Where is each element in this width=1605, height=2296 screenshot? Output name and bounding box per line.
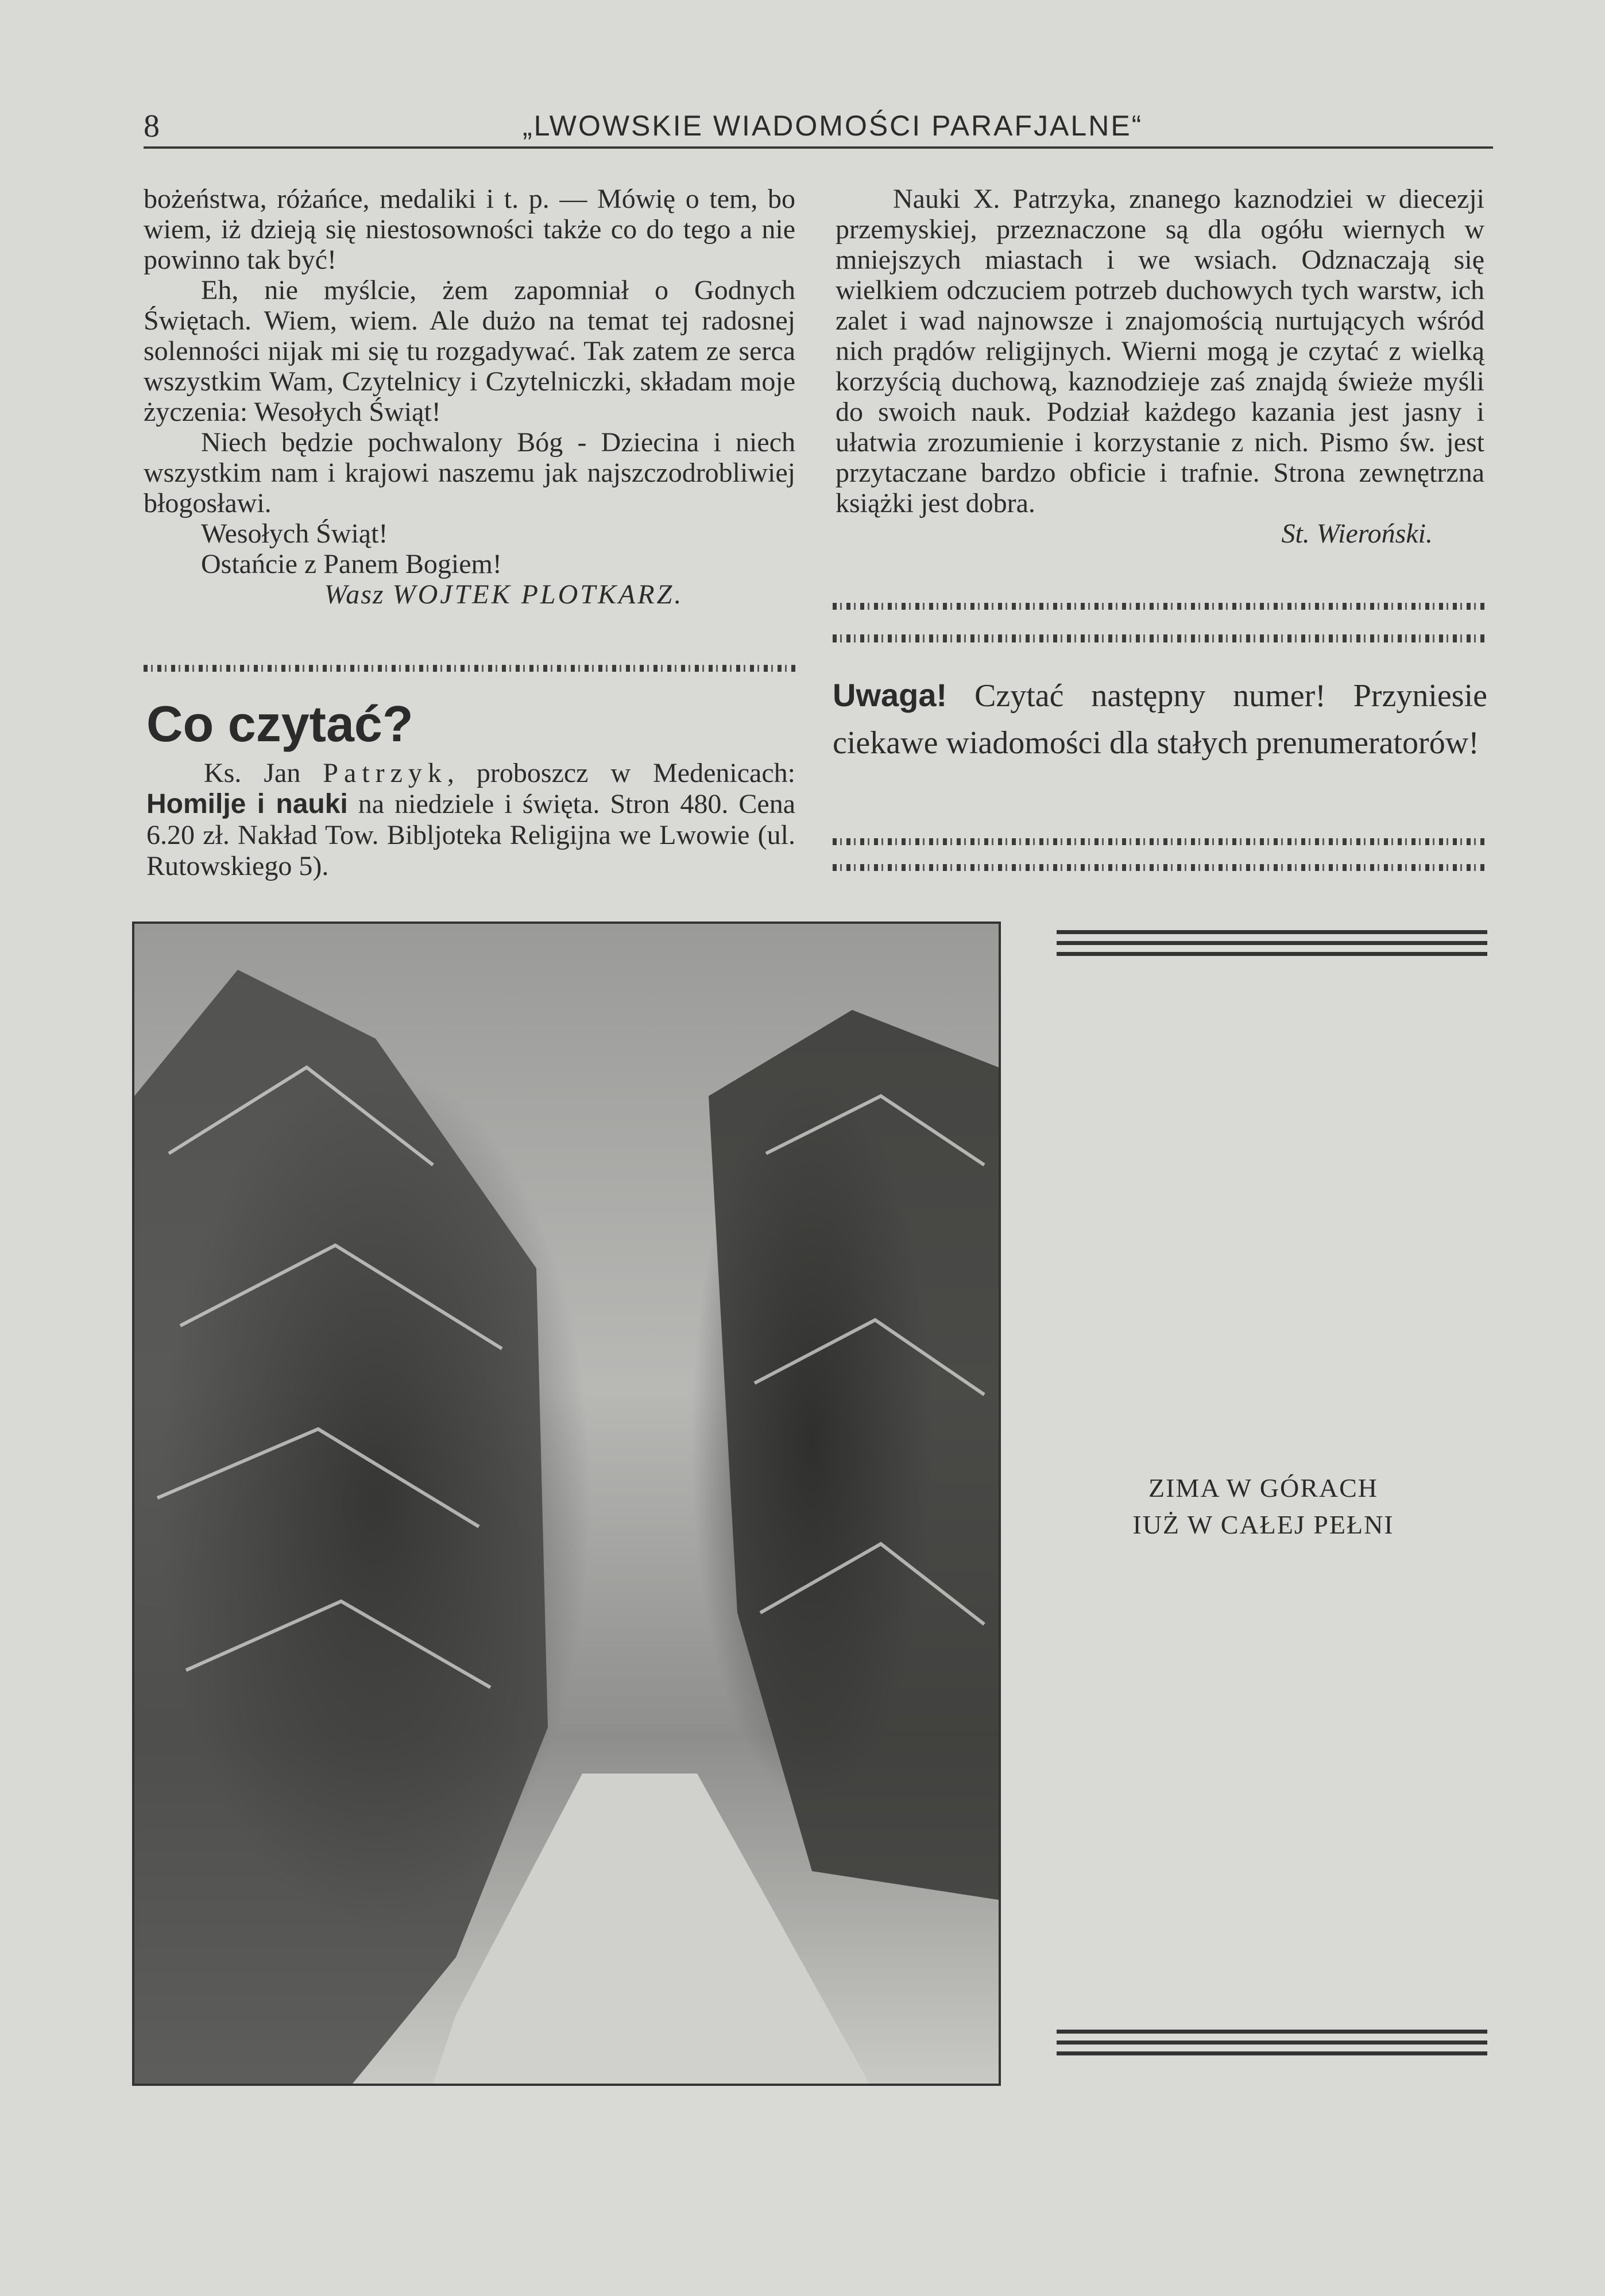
author-rest: , proboszcz w Medenicach:	[447, 758, 795, 788]
ornament-divider-right-1	[833, 603, 1487, 610]
rule-line	[1057, 2051, 1487, 2055]
page-header	[144, 103, 1493, 149]
left-paragraph-5: Ostańcie z Panem Bogiem!	[201, 549, 502, 579]
book-title: Homilje i nauki	[146, 789, 348, 819]
section-heading: Co czytać?	[146, 695, 413, 752]
book-listing	[146, 758, 795, 882]
notice-text	[833, 672, 1487, 766]
ornament-divider-left	[144, 665, 795, 672]
photo-caption	[1051, 1470, 1476, 1543]
author-prefix: Ks. Jan	[204, 758, 301, 788]
left-paragraph-1: bożeństwa, różańce, medaliki i t. p. — Mówię o tem, bo wiem, iż dzieją się niestosowności także co do tego a nie powinno tak być!	[144, 184, 795, 275]
left-paragraph-2: Eh, nie myślcie, żem zapomniał o Godnych Świętach. Wiem, wiem. Ale dużo na temat tej radosnej solenności nijak mi się tu rozgadywać. Tak zatem ze serca wszystkim Wam, Czytelnicy i Czytelniczki, składam moje życzenia: Wesołych Świąt!	[144, 275, 795, 427]
header-rule	[144, 146, 1493, 149]
signature	[144, 579, 795, 610]
rule-line	[1057, 952, 1487, 956]
rule-line	[1057, 930, 1487, 934]
signature-prefix: Wasz	[324, 579, 385, 610]
review-text: Nauki X. Patrzyka, znanego kaznodziei w diecezji przemyskiej, przeznaczone są dla ogółu wiernych w mniejszych miastach i we wsiach. Odznaczają się wielkiem odczuciem potrzeb duchowych tych warstw, ich zalet i wad najnowsze i znajomością nurtujących wśród nich prądów religijnych. Wierni mogą je czytać z wielką korzyścią duchową, kaznodzieje zaś znajdą świeże myśli do swoich nauk. Podział każdego kazania jest jasny i ułatwia zrozumienie i korzystanie z nich. Pismo św. jest przytaczane bardzo obficie i trafnie. Strona zewnętrzna książki jest dobra.	[836, 184, 1484, 518]
notice-body: Czytać następny numer! Przyniesie ciekawe wiadomości dla stałych prenumeratorów!	[833, 678, 1487, 761]
double-rule-top	[1057, 930, 1487, 963]
caption-line-1: ZIMA W GÓRACH	[1148, 1473, 1378, 1503]
left-column	[144, 184, 795, 610]
left-paragraph-4: Wesołych Świąt!	[201, 518, 388, 549]
rule-line	[1057, 941, 1487, 945]
right-column	[836, 184, 1484, 549]
right-tree-mass	[709, 1010, 999, 1900]
rule-line	[1057, 2030, 1487, 2034]
signature-name: WOJTEK PLOTKARZ.	[392, 579, 684, 610]
notice-box	[833, 672, 1487, 766]
caption-line-2: IUŻ W CAŁEJ PEŁNI	[1132, 1510, 1394, 1539]
ornament-divider-right-2	[833, 634, 1487, 642]
double-rule-bottom	[1057, 2030, 1487, 2062]
running-title: „LWOWSKIE WIADOMOŚCI PARAFJALNE“	[523, 110, 1143, 142]
author-surname: Patrzyk	[323, 758, 447, 788]
reviewer-signature: St. Wieroński.	[1281, 518, 1433, 549]
ornament-divider-right-4	[833, 864, 1487, 871]
left-paragraph-3: Niech będzie pochwalony Bóg - Dziecina i niech wszystkim nam i krajowi naszemu jak najszczodrobliwiej błogosławi.	[144, 427, 795, 518]
winter-forest-photo	[132, 922, 1001, 2086]
notice-bold: Uwaga!	[833, 677, 947, 713]
book-details: na niedziele i święta. Stron 480. Cena 6.20 zł. Nakład Tow. Bibljoteka Religijna we Lwowie (ul. Rutowskiego 5).	[146, 789, 796, 881]
photo-illustration	[134, 924, 999, 2084]
rule-line	[1057, 2041, 1487, 2045]
ornament-divider-right-3	[833, 838, 1487, 845]
page-number: 8	[144, 109, 160, 144]
